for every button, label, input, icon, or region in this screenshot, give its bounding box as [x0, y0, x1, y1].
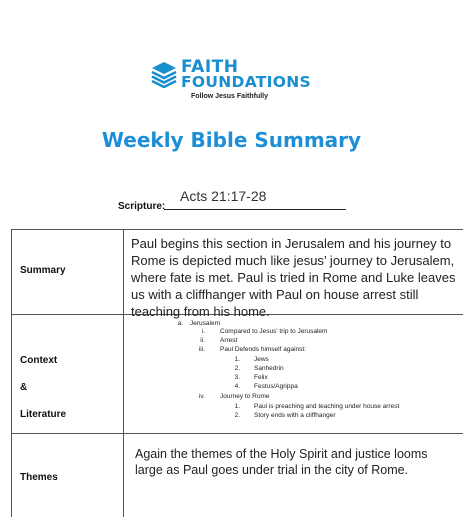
page-title: Weekly Bible Summary	[101, 128, 362, 152]
faith-foundations-logo	[150, 58, 320, 104]
logo-text-faith: FAITH	[181, 57, 239, 77]
scripture-underline	[164, 209, 346, 210]
scripture-label: Scripture:	[118, 201, 166, 212]
summary-text: Paul begins this section in Jerusalem and his journey to Rome is depicted much like jesus’ journey to Jerusalem, where fate is met. Paul is tried in Rome and Luke leaves us with a cliffhanger with Paul on house arrest still teaching from his home.	[131, 236, 456, 319]
book-stack-icon	[150, 60, 178, 88]
context-ampersand: &	[20, 382, 28, 393]
context-label: Context	[20, 355, 58, 366]
summary-table: Summary Paul begins this section in Jerusalem and his journey to Rome is depicted much like jesus’ journey to Jerusalem, where fate is met. Paul is tried in Rome and Luke leaves us with a cliffhanger with Paul on house arrest still teaching from his home. Context & Literature a. Jerusalem i. Compared to Jesus' trip to Jerusalem ii. Arrest iii. Paul Defends himself against: 1. Jews 2. Sanhedrin 3. Felix 4. Festus/Agrippa iv. Journey to Rome 1. Paul is preaching and teaching under house arrest 2. Story ends with a cliffhanger Themes Again the themes of the Holy Spirit and justice looms large as Paul goes under trial in the city of Rome.	[11, 229, 463, 517]
table-border-left	[11, 229, 12, 517]
themes-text: Again the themes of the Holy Spirit and justice looms large as Paul goes under trial in the city of Rome.	[135, 447, 428, 477]
themes-label: Themes	[20, 472, 58, 483]
scripture-value: Acts 21:17-28	[180, 188, 267, 204]
summary-label: Summary	[20, 265, 66, 276]
column-divider	[123, 229, 124, 517]
table-border-top	[11, 229, 463, 230]
row-divider-2	[11, 433, 463, 434]
logo-text-foundations: FOUNDATIONS	[181, 73, 311, 91]
logo-tagline: Follow Jesus Faithfully	[191, 93, 269, 100]
literature-label: Literature	[20, 409, 67, 420]
